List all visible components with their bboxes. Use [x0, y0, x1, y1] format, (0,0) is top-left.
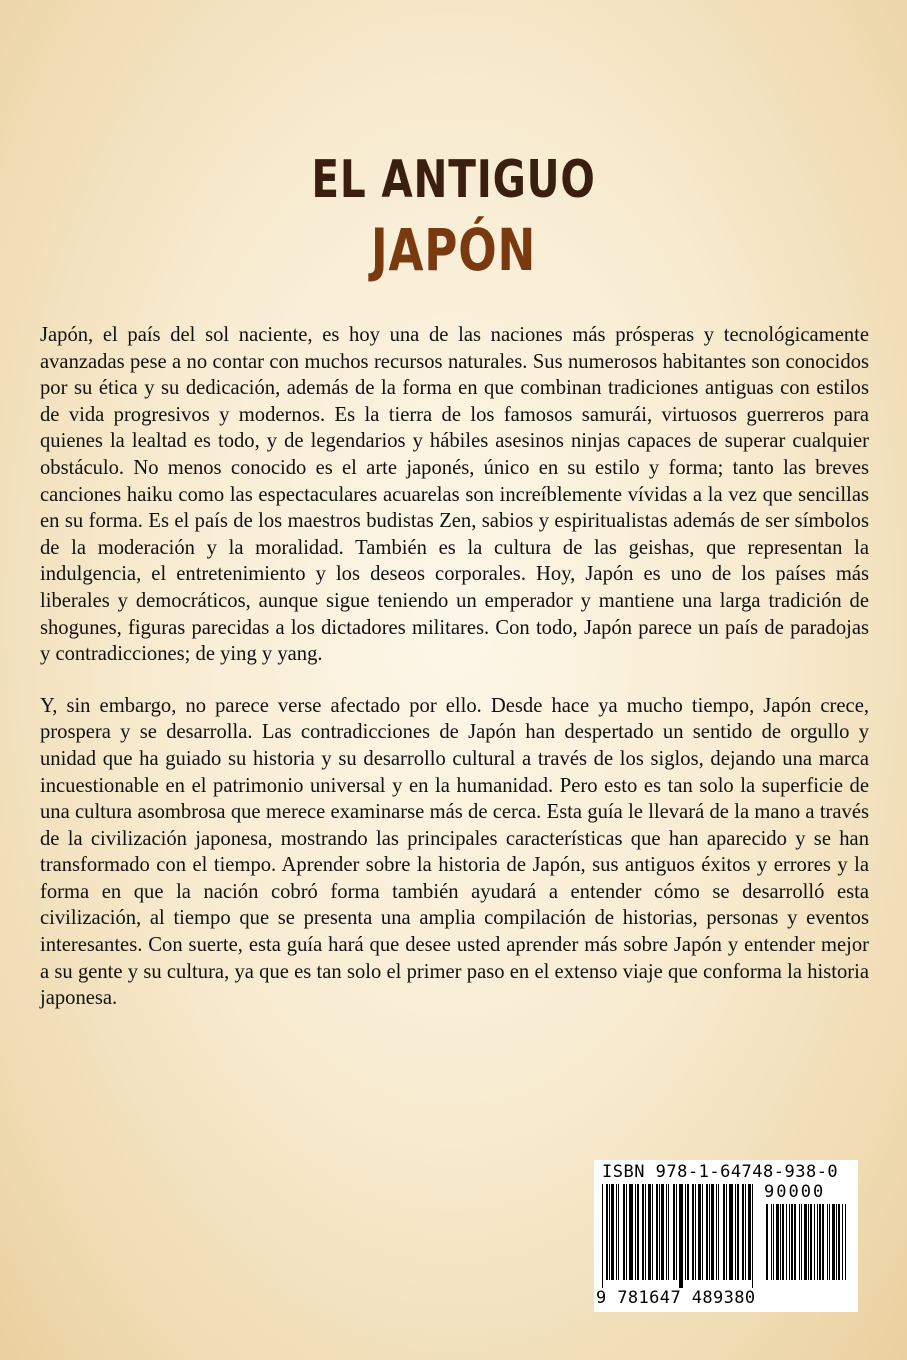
barcode-bar [642, 1184, 644, 1280]
ean-barcode-bars [602, 1184, 756, 1288]
barcode-bar [618, 1184, 619, 1280]
barcode-bar [668, 1184, 669, 1280]
barcode-bar [789, 1204, 790, 1280]
barcode-bar [780, 1204, 781, 1280]
barcode-bar [616, 1184, 617, 1280]
barcode-bar [711, 1184, 714, 1280]
barcode-bar [709, 1184, 710, 1280]
title-line-2: JAPÓN [370, 216, 537, 284]
barcode-bar [602, 1184, 603, 1288]
barcode-bar [752, 1184, 753, 1288]
barcode-bar [766, 1204, 768, 1280]
barcode-bar [845, 1204, 846, 1280]
barcode-bar [659, 1184, 660, 1280]
barcode-bar [842, 1204, 843, 1280]
description-paragraph-2: Y, sin embargo, no parece verse afectado por ello. Desde hace ya mucho tiempo, Japón crece, prospera y se desarrolla. Las contradicciones de Japón han despertado un sentido de orgullo y unidad que ha guiado su historia y su desarrollo cultural a través de los siglos, dejando una marca incuestionable en el patrimonio universal y en la humanidad. Pero esto es tan solo la superficie de una cultura asombrosa que merece examinarse más de cerca. Esta guía le llevará de la mano a través de la civilización japonesa, mostrando las principales características que han aparecido y se han transformado con el tiempo. Aprender sobre la historia de Japón, sus antiguos éxitos y errores y la forma en que la nación cobró forma también ayudará a entender cómo se desarrolló esta civilización, al tiempo que se presenta una amplia compilación de historias, personas y eventos interesantes. Con suerte, esta guía hará que desee usted aprender más sobre Japón y entender mejor a su gente y su cultura, ya que es tan solo el primer paso en el extenso viaje que conforma la historia japonesa. [40, 694, 869, 1010]
barcode-bar [626, 1184, 627, 1280]
barcode-bar [838, 1204, 840, 1280]
barcode-bar [808, 1204, 809, 1280]
barcode-bar [810, 1204, 812, 1280]
barcode-bar [735, 1184, 736, 1280]
barcode-bar [726, 1184, 727, 1280]
barcode-bar [648, 1184, 651, 1280]
barcode-bar [679, 1184, 683, 1288]
barcode-bar [637, 1184, 639, 1280]
barcode-bar [786, 1204, 787, 1280]
barcode-bar [673, 1184, 675, 1280]
barcode-bar [629, 1184, 633, 1280]
barcode-bar [782, 1204, 784, 1280]
barcode-bar [698, 1184, 701, 1280]
isbn-label: ISBN 978-1-64748-938-0 [602, 1162, 839, 1182]
barcode-bar [656, 1184, 658, 1280]
description-paragraph-1: Japón, el país del sol naciente, es hoy una de las naciones más prósperas y tecnológicamente avanzadas pese a no contar con muchos recursos naturales. Sus numerosos habitantes son conocidos por su ética y su dedicación, además de la forma en que combinan tradiciones antiguas con estilos de vida progresivos y modernos. Es la tierra de los famosos samurái, virtuosos guerreros para quienes la lealtad es todo, y de legendarios y hábiles asesinos ninjas capaces de superar cualquier obstáculo. No menos conocido es el arte japonés, único en su estilo y forma; tanto las breves canciones haiku como las espectaculares acuarelas son increíblemente vívidas a la vez que sencillas en su forma. Es el país de los maestros budistas Zen, sabios y espiritualistas además de ser símbolos de la moderación y la moralidad. También es la cultura de las geishas, que representan la indulgencia, el entretenimiento y los deseos corporales. Hoy, Japón es uno de los países más liberales y democráticos, aunque sigue teniendo un emperador y mantiene una larga tradición de shogunes, figuras parecidas a los dictadores militares. Con todo, Japón parece un país de paradojas y contradicciones; de ying y yang. [40, 324, 869, 666]
book-title [0, 150, 907, 282]
ean-digits: 9 781647 489380 [596, 1288, 756, 1308]
addon-barcode-bars [766, 1204, 846, 1288]
barcode-bar [742, 1184, 744, 1280]
back-cover-description [40, 322, 869, 1037]
barcode-bar [814, 1204, 815, 1280]
barcode-bar [817, 1204, 818, 1280]
barcode-bar [716, 1184, 717, 1280]
barcode-bar [685, 1184, 686, 1280]
barcode-bar [611, 1184, 614, 1280]
barcode-bar [635, 1184, 636, 1280]
barcode-bar [801, 1204, 802, 1280]
barcode-bar [729, 1184, 733, 1280]
barcode-bar [606, 1184, 608, 1280]
barcode-bar [718, 1184, 719, 1280]
barcode-bar [832, 1204, 835, 1280]
barcode-bar [676, 1184, 677, 1280]
barcode-bar [836, 1204, 837, 1280]
barcode-bar [748, 1184, 751, 1280]
barcode-bar [799, 1204, 800, 1280]
barcode-bar [745, 1184, 746, 1280]
isbn-barcode [594, 1160, 858, 1312]
title-line-1: EL ANTIGUO [311, 150, 596, 210]
barcode-bar [771, 1204, 772, 1280]
barcode-bar [609, 1184, 610, 1280]
barcode-bar [661, 1184, 664, 1280]
barcode-bar [687, 1184, 689, 1280]
barcode-bar [829, 1204, 830, 1280]
barcode-bar [666, 1184, 667, 1280]
barcode-bar [737, 1184, 739, 1280]
barcode-bar [819, 1204, 821, 1280]
barcode-bar [827, 1204, 828, 1280]
barcode-bar [706, 1184, 708, 1280]
barcode-bar [645, 1184, 646, 1280]
barcode-bar [723, 1184, 725, 1280]
barcode-bar [791, 1204, 793, 1280]
barcode-bar [822, 1204, 824, 1280]
barcode-bar [695, 1184, 696, 1280]
barcode-bar [623, 1184, 625, 1280]
barcode-bar [794, 1204, 796, 1280]
barcode-bar [773, 1204, 774, 1280]
barcode-bar [652, 1184, 653, 1280]
barcode-bar [804, 1204, 807, 1280]
barcode-bar [702, 1184, 703, 1280]
price-code: 90000 [764, 1182, 826, 1202]
barcode-bar [692, 1184, 694, 1280]
barcode-bar [776, 1204, 779, 1280]
